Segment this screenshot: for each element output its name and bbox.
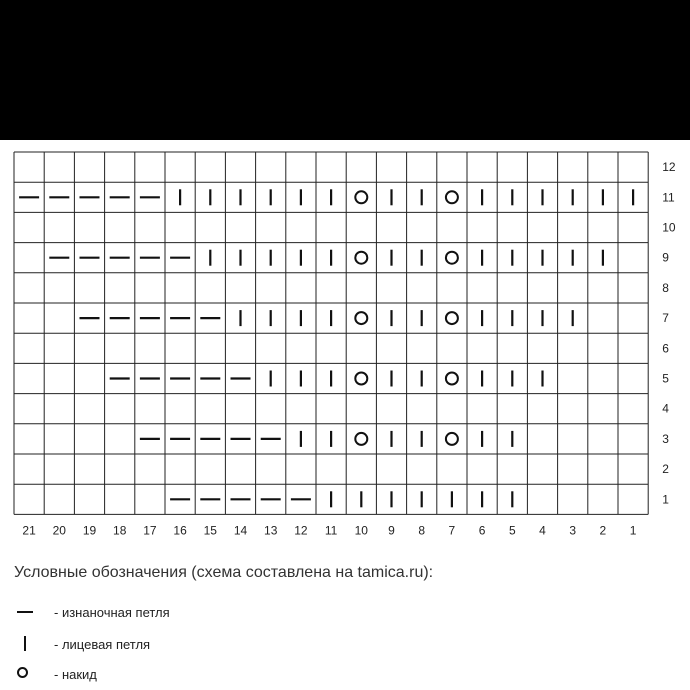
row-label: 6 [662,341,669,356]
column-label: 18 [113,523,127,538]
column-label: 14 [233,523,248,538]
column-label: 16 [173,523,187,538]
yarn-over-symbol [355,252,367,264]
column-label: 19 [82,523,97,538]
legend-item-purl [14,602,170,622]
yarn-over-symbol [446,252,458,264]
column-label: 7 [448,523,456,538]
column-label: 5 [508,523,516,538]
circle-icon [14,664,54,684]
column-label: 15 [203,523,217,538]
row-label: 4 [662,401,669,416]
vertical-bar-icon [14,634,54,654]
yarn-over-symbol [355,312,367,324]
column-label: 2 [599,523,607,538]
yarn-over-symbol [446,433,458,445]
row-label: 12 [662,160,676,175]
yarn-over-symbol [446,191,458,203]
column-label: 4 [539,523,546,538]
row-label: 3 [662,431,669,446]
column-label: 20 [52,523,66,538]
row-label: 8 [662,280,669,295]
yarn-over-symbol [355,191,367,203]
column-label: 11 [324,523,338,538]
row-label: 7 [662,311,669,326]
legend-title: Условные обозначения (схема составлена на tamica.ru): [14,564,434,581]
column-label: 8 [418,523,426,538]
yarn-over-symbol [446,312,458,324]
legend-item-yo [14,664,97,684]
column-label: 9 [388,523,395,538]
row-label: 10 [662,220,676,235]
legend-label-knit: - лицевая петля [54,636,151,652]
column-label: 1 [629,523,637,538]
column-label: 21 [22,523,36,538]
column-label: 10 [354,523,368,538]
yarn-over-symbol [355,373,367,385]
legend-label-purl: - изнаночная петля [54,604,170,620]
yarn-over-symbol [446,373,458,385]
column-label: 12 [294,523,308,538]
legend-label-yo: - накид [54,666,97,682]
column-label: 6 [478,523,486,538]
column-label: 13 [264,523,278,538]
yarn-over-symbol [355,433,367,445]
row-label: 5 [662,371,669,386]
dash-icon [14,602,54,622]
row-label: 2 [662,462,669,477]
row-label: 11 [662,190,675,205]
legend-item-knit [14,634,150,654]
column-label: 3 [569,523,577,538]
column-label: 17 [143,523,157,538]
row-label: 9 [662,250,669,265]
row-label: 1 [662,492,669,507]
